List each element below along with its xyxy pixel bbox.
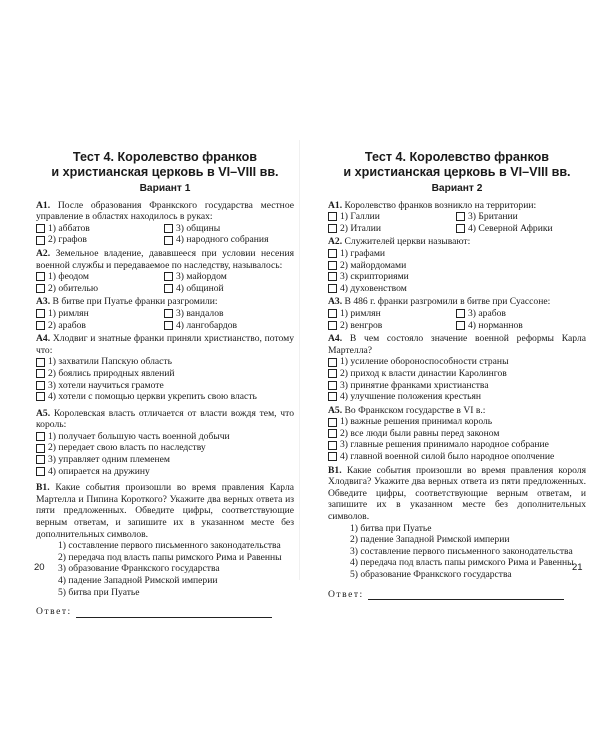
test-variant-1	[36, 150, 294, 618]
checkbox[interactable]	[328, 392, 337, 401]
checkbox[interactable]	[36, 455, 45, 464]
checkbox[interactable]	[328, 249, 337, 258]
test-title	[36, 150, 294, 180]
question-a3	[328, 296, 586, 331]
checkbox[interactable]	[36, 236, 45, 245]
list-item: 3) образование Франкского государства	[58, 563, 220, 575]
answer-option[interactable]: 3) Британии	[456, 211, 584, 223]
question-a4	[328, 333, 586, 403]
answer-option[interactable]: 2) Италии	[328, 223, 456, 235]
list-item: 5) образование Франкского государства	[350, 569, 512, 580]
checkbox[interactable]	[328, 452, 337, 461]
checkbox[interactable]	[36, 392, 45, 401]
answer-option[interactable]: 1) получает большую часть военной добычи	[36, 431, 294, 443]
answer-field[interactable]	[36, 606, 294, 618]
question-a5	[36, 408, 294, 478]
checkbox[interactable]	[328, 441, 337, 450]
question-a3	[36, 296, 294, 331]
checkbox[interactable]	[328, 369, 337, 378]
checkbox[interactable]	[36, 309, 45, 318]
checkbox[interactable]	[328, 261, 337, 270]
answer-option[interactable]: 2) арабов	[36, 320, 164, 332]
question-text: После образования Франкского государства местное управление в областях находилось в руках:	[36, 199, 294, 223]
answer-label: Ответ:	[36, 606, 72, 618]
checkbox[interactable]	[328, 309, 337, 318]
checkbox[interactable]	[36, 381, 45, 390]
question-a5	[328, 405, 586, 463]
checkbox[interactable]	[328, 429, 337, 438]
answer-option[interactable]: 2) майордомами	[328, 260, 586, 272]
question-number: А3.	[36, 296, 51, 308]
answer-label: Ответ:	[328, 588, 364, 600]
checkbox[interactable]	[36, 272, 45, 281]
list-item: 1) битва при Пуатье	[350, 522, 432, 534]
checkbox[interactable]	[456, 212, 465, 221]
answer-option[interactable]: 1) захватили Папскую область	[36, 356, 294, 368]
answer-option[interactable]: 3) арабов	[456, 308, 584, 320]
answer-option[interactable]: 4) улучшение положения крестьян	[328, 391, 586, 403]
checkbox[interactable]	[328, 224, 337, 233]
test-title-line-1: Тест 4. Королевство франков	[72, 150, 258, 164]
answer-option[interactable]: 2) венгров	[328, 320, 456, 332]
test-title-line-2: и христианская церковь в VI–VIII вв.	[51, 165, 279, 179]
list-item: 5) битва при Пуатье	[58, 586, 140, 598]
list-item: 4) передача под власть папы римского Рима и Равенны	[350, 557, 574, 569]
checkbox[interactable]	[164, 272, 173, 281]
answer-option[interactable]: 4) норманнов	[456, 320, 584, 332]
question-b1	[36, 482, 294, 598]
question-number: А5.	[36, 407, 51, 419]
question-text: Какие события произошли во время правления короля Хлодвига? Укажите два верных ответа из пяти предложенных. Обведите цифры, соответствующие верным ответам, и запишите их в указанном месте без дополнительных символов.	[328, 464, 586, 523]
checkbox[interactable]	[456, 309, 465, 318]
checkbox[interactable]	[36, 432, 45, 441]
variant-heading: Вариант 2	[431, 183, 483, 194]
checkbox[interactable]	[328, 212, 337, 221]
checkbox[interactable]	[36, 224, 45, 233]
question-number: А2.	[36, 247, 51, 259]
test-title-line-2: и христианская церковь в VI–VIII вв.	[343, 165, 571, 179]
question-a2	[328, 236, 586, 294]
checkbox[interactable]	[328, 358, 337, 367]
answer-option[interactable]: 2) передает свою власть по наследству	[36, 442, 294, 454]
answer-option[interactable]: 3) майордом	[164, 271, 292, 283]
answer-option[interactable]: 2) графов	[36, 234, 164, 246]
answer-option[interactable]: 1) графами	[328, 248, 586, 260]
answer-option[interactable]: 4) хотели с помощью церкви укрепить свою власть	[36, 391, 294, 403]
checkbox[interactable]	[164, 321, 173, 330]
answer-option[interactable]: 4) Северной Африки	[456, 223, 584, 235]
question-text: В чем состояло значение военной реформы Карла Мартелла?	[328, 333, 586, 356]
answer-option[interactable]: 1) аббатов	[36, 223, 164, 235]
answer-option[interactable]: 2) приход к власти династии Каролингов	[328, 368, 586, 380]
checkbox[interactable]	[328, 418, 337, 427]
test-variant-2	[328, 150, 586, 600]
question-a1	[36, 200, 294, 246]
list-item: 4) падение Западной Римской империи	[58, 575, 218, 586]
question-number: А1.	[36, 199, 51, 211]
answer-option[interactable]: 3) главные решения принимало народное собрание	[328, 439, 586, 451]
checkbox[interactable]	[328, 272, 337, 281]
checkbox[interactable]	[36, 369, 45, 378]
question-number: А4.	[36, 333, 51, 345]
answer-option[interactable]: 3) общины	[164, 223, 292, 235]
question-text: Хлодвиг и знатные франки приняли христианство, потому что:	[36, 333, 294, 356]
list-item: 3) составление первого письменного законодательства	[350, 545, 573, 557]
test-title-line-1: Тест 4. Королевство франков	[364, 150, 550, 164]
question-number: А4.	[328, 333, 343, 345]
question-number: В1.	[36, 482, 50, 494]
checkbox[interactable]	[328, 284, 337, 293]
checkbox[interactable]	[36, 444, 45, 453]
answer-option[interactable]: 4) опирается на дружину	[36, 466, 294, 478]
answer-field[interactable]	[328, 589, 586, 601]
checkbox[interactable]	[36, 284, 45, 293]
answer-option[interactable]: 3) вандалов	[164, 308, 292, 320]
answer-option[interactable]: 1) важные решения принимал король	[328, 416, 586, 428]
answer-option[interactable]: 1) римлян	[328, 308, 456, 320]
question-text: В битве при Пуатье франки разгромили:	[50, 296, 218, 308]
list-item: 2) падение Западной Римской империи	[350, 534, 510, 546]
question-text: Королевство франков возникло на территории:	[342, 199, 537, 211]
list-item: 1) составление первого письменного законодательства	[58, 540, 281, 552]
list-item: 2) передача под власть папы римского Рима и Равенны	[58, 551, 282, 563]
checkbox[interactable]	[164, 309, 173, 318]
question-text: Земельное владение, дававшееся при условии несения военной службы и передаваемое по наследству, называлось:	[36, 247, 294, 271]
answer-option[interactable]: 2) все люди были равны перед законом	[328, 428, 586, 440]
question-text: Во Франкском государстве в VI в.:	[342, 404, 486, 416]
answer-option[interactable]: 3) скрипториями	[328, 271, 586, 283]
answer-option[interactable]: 2) боялись природных явлений	[36, 368, 294, 380]
question-number: А1.	[328, 199, 343, 211]
answer-line[interactable]	[368, 590, 564, 600]
checkbox[interactable]	[164, 236, 173, 245]
checkbox[interactable]	[36, 467, 45, 476]
answer-option[interactable]: 4) духовенством	[328, 283, 586, 295]
question-a2	[36, 248, 294, 294]
question-text: Служителей церкви называют:	[342, 236, 471, 248]
answer-option[interactable]: 3) хотели научиться грамоте	[36, 380, 294, 392]
answer-line[interactable]	[76, 608, 272, 618]
question-number: А5.	[328, 404, 343, 416]
question-a1	[328, 200, 586, 235]
answer-option[interactable]: 3) управляет одним племенем	[36, 454, 294, 466]
checkbox[interactable]	[456, 224, 465, 233]
answer-option[interactable]: 4) главной военной силой было народное ополчение	[328, 451, 586, 463]
checkbox[interactable]	[456, 321, 465, 330]
page-number: 20	[34, 562, 45, 573]
checkbox[interactable]	[36, 358, 45, 367]
checkbox[interactable]	[36, 321, 45, 330]
question-text: В 486 г. франки разгромили в битве при Суассоне:	[342, 296, 551, 308]
answer-option[interactable]: 4) народного собрания	[164, 234, 292, 246]
question-number: А2.	[328, 236, 343, 248]
checkbox[interactable]	[164, 224, 173, 233]
test-title	[328, 150, 586, 180]
page-number: 21	[572, 562, 583, 573]
answer-option[interactable]: 1) римлян	[36, 308, 164, 320]
page-right	[300, 0, 600, 750]
answer-option[interactable]: 1) Галлии	[328, 211, 456, 223]
question-a4	[36, 333, 294, 403]
question-text: Какие события произошли во время правления Карла Мартелла и Пипина Короткого? Укажите два верных ответа из пяти предложенных. Обведите цифры, соответствующие верным ответам, и запишите их в указанном месте без дополнительных символов.	[36, 482, 294, 540]
answer-option[interactable]: 4) общиной	[164, 283, 292, 295]
question-text: Королевская власть отличается от власти вождя тем, что король:	[36, 407, 294, 431]
question-number: В1.	[328, 464, 342, 476]
answer-option[interactable]: 1) феодом	[36, 271, 164, 283]
answer-option[interactable]: 3) принятие франками христианства	[328, 380, 586, 392]
variant-heading: Вариант 1	[139, 183, 191, 194]
question-b1	[328, 465, 586, 581]
answer-option[interactable]: 1) усиление обороноспособности страны	[328, 356, 586, 368]
answer-option[interactable]: 2) обителью	[36, 283, 164, 295]
checkbox[interactable]	[328, 381, 337, 390]
answer-option[interactable]: 4) лангобардов	[164, 320, 292, 332]
checkbox[interactable]	[328, 321, 337, 330]
checkbox[interactable]	[164, 284, 173, 293]
question-number: А3.	[328, 296, 343, 308]
